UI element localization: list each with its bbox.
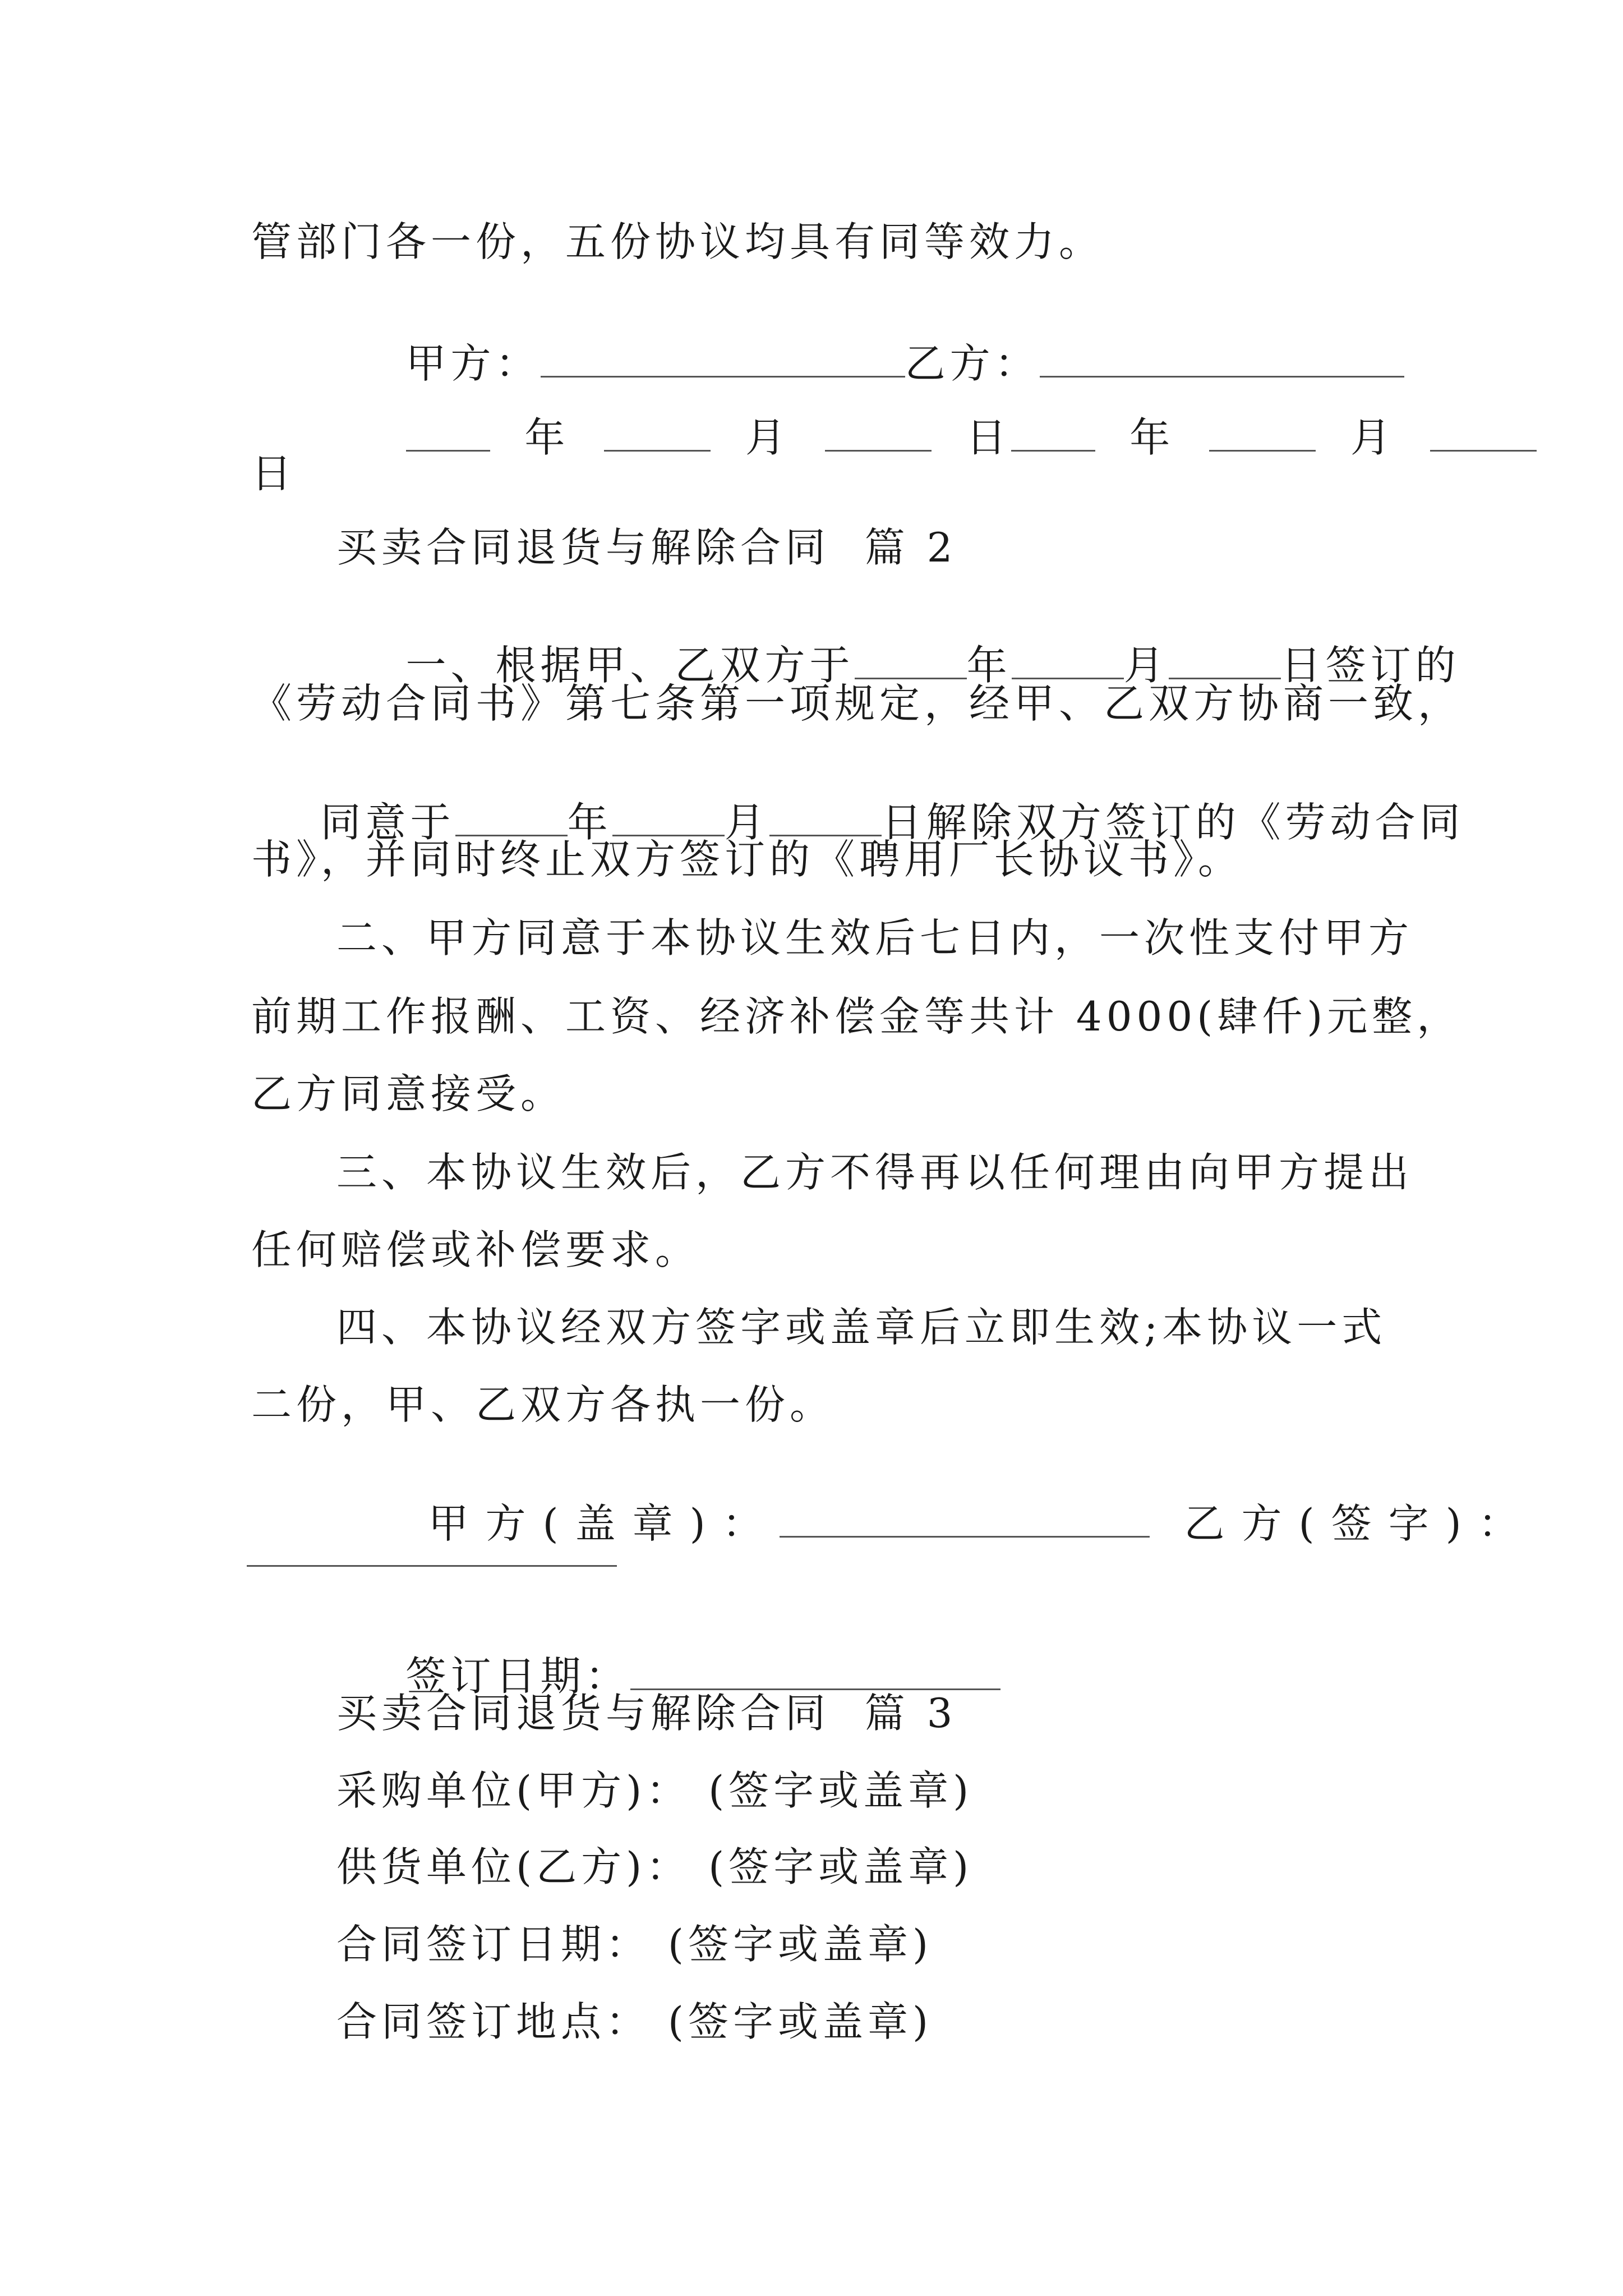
party-a-label: 甲方： <box>405 340 541 387</box>
paragraph-line: 三、本协议生效后，乙方不得再以任何理由向甲方提出 <box>336 1149 1414 1196</box>
section-2-title: 买卖合同退货与解除合同 篇 2 <box>336 524 957 571</box>
blank-field <box>1012 645 1124 679</box>
blank-field <box>769 802 882 836</box>
paragraph-line: 供货单位(乙方)： (签字或盖章) <box>336 1843 974 1890</box>
blank-field <box>1040 343 1404 378</box>
blank-field <box>1169 645 1281 679</box>
blank-field <box>780 1503 1150 1538</box>
section-3-title: 买卖合同退货与解除合同 篇 3 <box>336 1690 957 1737</box>
text-span: 月 <box>1123 642 1169 689</box>
paragraph-line: 四、本协议经双方签字或盖章后立即生效;本协议一式 <box>336 1304 1387 1351</box>
blank-field <box>541 343 905 378</box>
blank-field <box>247 1565 617 1567</box>
paragraph-line: 合同签订日期： (签字或盖章) <box>336 1921 933 1968</box>
paragraph-line: 乙方同意接受。 <box>251 1070 566 1117</box>
blank-field <box>1209 417 1316 452</box>
text-span: 月 <box>724 799 769 846</box>
party-b-label: 乙方： <box>905 340 1040 387</box>
date-year-label: 年 <box>524 414 570 461</box>
paragraph-line: 管部门各一份，五份协议均具有同等效力。 <box>251 218 1104 265</box>
blank-field <box>630 1656 1000 1690</box>
blank-field <box>1011 417 1095 452</box>
text-span: 年 <box>966 642 1012 689</box>
paragraph-line: 二、甲方同意于本协议生效后七日内，一次性支付甲方 <box>336 914 1414 961</box>
text-span: 日解除双方签订的《劳动合同 <box>881 799 1465 846</box>
date-day-wrap: 日 <box>251 450 297 497</box>
sign-date-label: 签订日期： <box>405 1653 630 1700</box>
date-month-label: 月 <box>1350 414 1395 461</box>
blank-field <box>1430 417 1537 452</box>
date-day-label: 日 <box>966 414 1011 461</box>
paragraph-line: 合同签订地点： (签字或盖章) <box>336 1998 933 2045</box>
paragraph-line: 前期工作报酬、工资、经济补偿金等共计 4000(肆仟)元整， <box>251 993 1462 1040</box>
text-span: 一、根据甲、乙双方于 <box>405 642 855 689</box>
paragraph-line: 采购单位(甲方)： (签字或盖章) <box>336 1767 974 1814</box>
date-year-label: 年 <box>1129 414 1175 461</box>
blank-field <box>455 802 568 836</box>
text-span: 日签订的 <box>1280 642 1460 689</box>
paragraph-line: 二份，甲、乙双方各执一份。 <box>251 1381 835 1428</box>
paragraph-line: 任何赔偿或补偿要求。 <box>251 1226 700 1273</box>
sig-a-label: 甲方(盖章)： <box>428 1500 780 1547</box>
blank-field <box>406 417 490 452</box>
paragraph-line: 《劳动合同书》第七条第一项规定，经甲、乙双方协商一致， <box>251 680 1463 727</box>
text-span: 年 <box>567 799 612 846</box>
sig-b-label: 乙方(签字)： <box>1184 1500 1536 1547</box>
date-line <box>336 377 1537 498</box>
blank-field <box>612 802 725 836</box>
paragraph-line: 书》，并同时终止双方签订的《聘用厂长协议书》。 <box>251 836 1243 883</box>
blank-field <box>825 417 932 452</box>
blank-field <box>855 645 967 679</box>
date-month-label: 月 <box>745 414 790 461</box>
blank-field <box>604 417 711 452</box>
text-span: 同意于 <box>320 799 455 846</box>
